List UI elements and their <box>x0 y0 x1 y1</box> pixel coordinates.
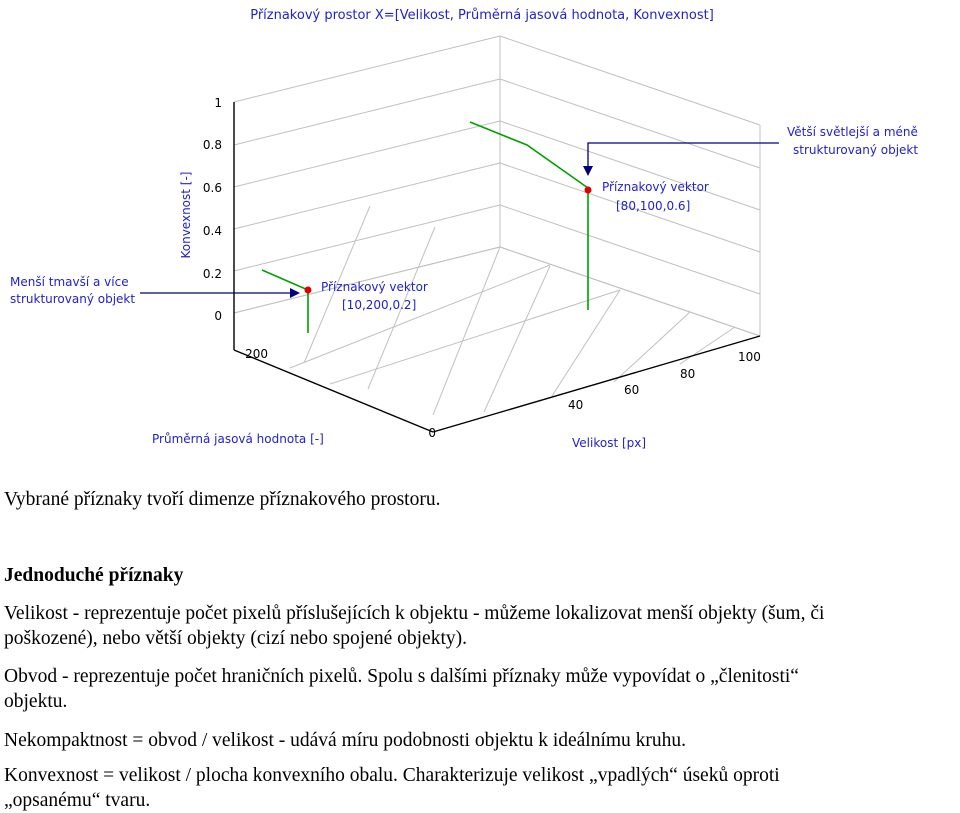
z-tick-label: 0.8 <box>202 138 222 152</box>
point-1-label: Příznakový vektor <box>321 280 428 294</box>
paragraph-velikost <box>4 601 954 651</box>
z-tick-label: 1 <box>214 96 222 110</box>
grid-lines <box>234 36 760 415</box>
annotation-1-line2: strukturovaný objekt <box>10 292 136 306</box>
y-axis-label: Průměrná jasová hodnota [-] <box>152 432 324 446</box>
paragraph-konvexnost <box>4 763 954 813</box>
point-2-label: Příznakový vektor <box>602 180 709 194</box>
paragraph-obvod <box>4 664 954 714</box>
figure-title: Příznakový prostor X=[Velikost, Průměrná jasová hodnota, Konvexnost] <box>250 8 714 23</box>
annotation-large-object <box>583 125 918 176</box>
figure-caption: Vybrané příznaky tvoří dimenze příznakového prostoru. <box>4 489 441 510</box>
y-tick-label: 200 <box>245 347 268 361</box>
annotation-2-line1: Větší světlejší a méně <box>787 125 918 139</box>
feature-point-2 <box>470 122 709 310</box>
x-tick-label: 60 <box>624 383 640 397</box>
paragraph-line: Konvexnost = velikost / plocha konvexního obalu. Charakterizuje velikost „vpadlých“ úseků oproti <box>4 765 780 786</box>
annotation-1-line1: Menší tmavší a více <box>10 275 129 289</box>
z-tick-label: 0.4 <box>202 224 222 238</box>
z-axis-label: Konvexnost [-] <box>179 171 193 259</box>
point-1-value: [10,200,0.2] <box>342 298 417 312</box>
z-tick-label: 0 <box>214 309 222 323</box>
x-tick-label: 80 <box>680 367 696 381</box>
paragraph-nekompaktnost: Nekompaktnost = obvod / velikost - udává míru podobnosti objektu k ideálnímu kruhu. <box>4 730 687 751</box>
z-tick-label: 0.6 <box>202 181 222 195</box>
paragraph-line: poškozené), nebo větší objekty (cizí nebo spojené objekty). <box>4 628 467 649</box>
point-2-value: [80,100,0.6] <box>616 199 691 213</box>
x-tick-label: 40 <box>568 398 584 412</box>
paragraph-line: Velikost - reprezentuje počet pixelů příslušejících k objektu - můžeme lokalizovat menší objekty (šum, či <box>4 603 825 624</box>
paragraph-line: „opsanému“ tvaru. <box>4 790 151 811</box>
section-heading: Jednoduché příznaky <box>4 565 184 586</box>
x-tick-label: 100 <box>738 350 761 364</box>
paragraph-line: Obvod - reprezentuje počet hraničních pixelů. Spolu s dalšími příznaky může vypovídat o „členitosti“ <box>4 666 799 687</box>
z-axis-ticks <box>203 96 222 323</box>
z-tick-label: 0.2 <box>202 267 222 281</box>
paragraph-line: objektu. <box>4 691 68 712</box>
annotation-small-object <box>10 275 300 306</box>
x-axis-label: Velikost [px] <box>572 436 647 450</box>
y-tick-label: 0 <box>428 426 436 440</box>
annotation-2-line2: strukturovaný objekt <box>793 143 919 157</box>
